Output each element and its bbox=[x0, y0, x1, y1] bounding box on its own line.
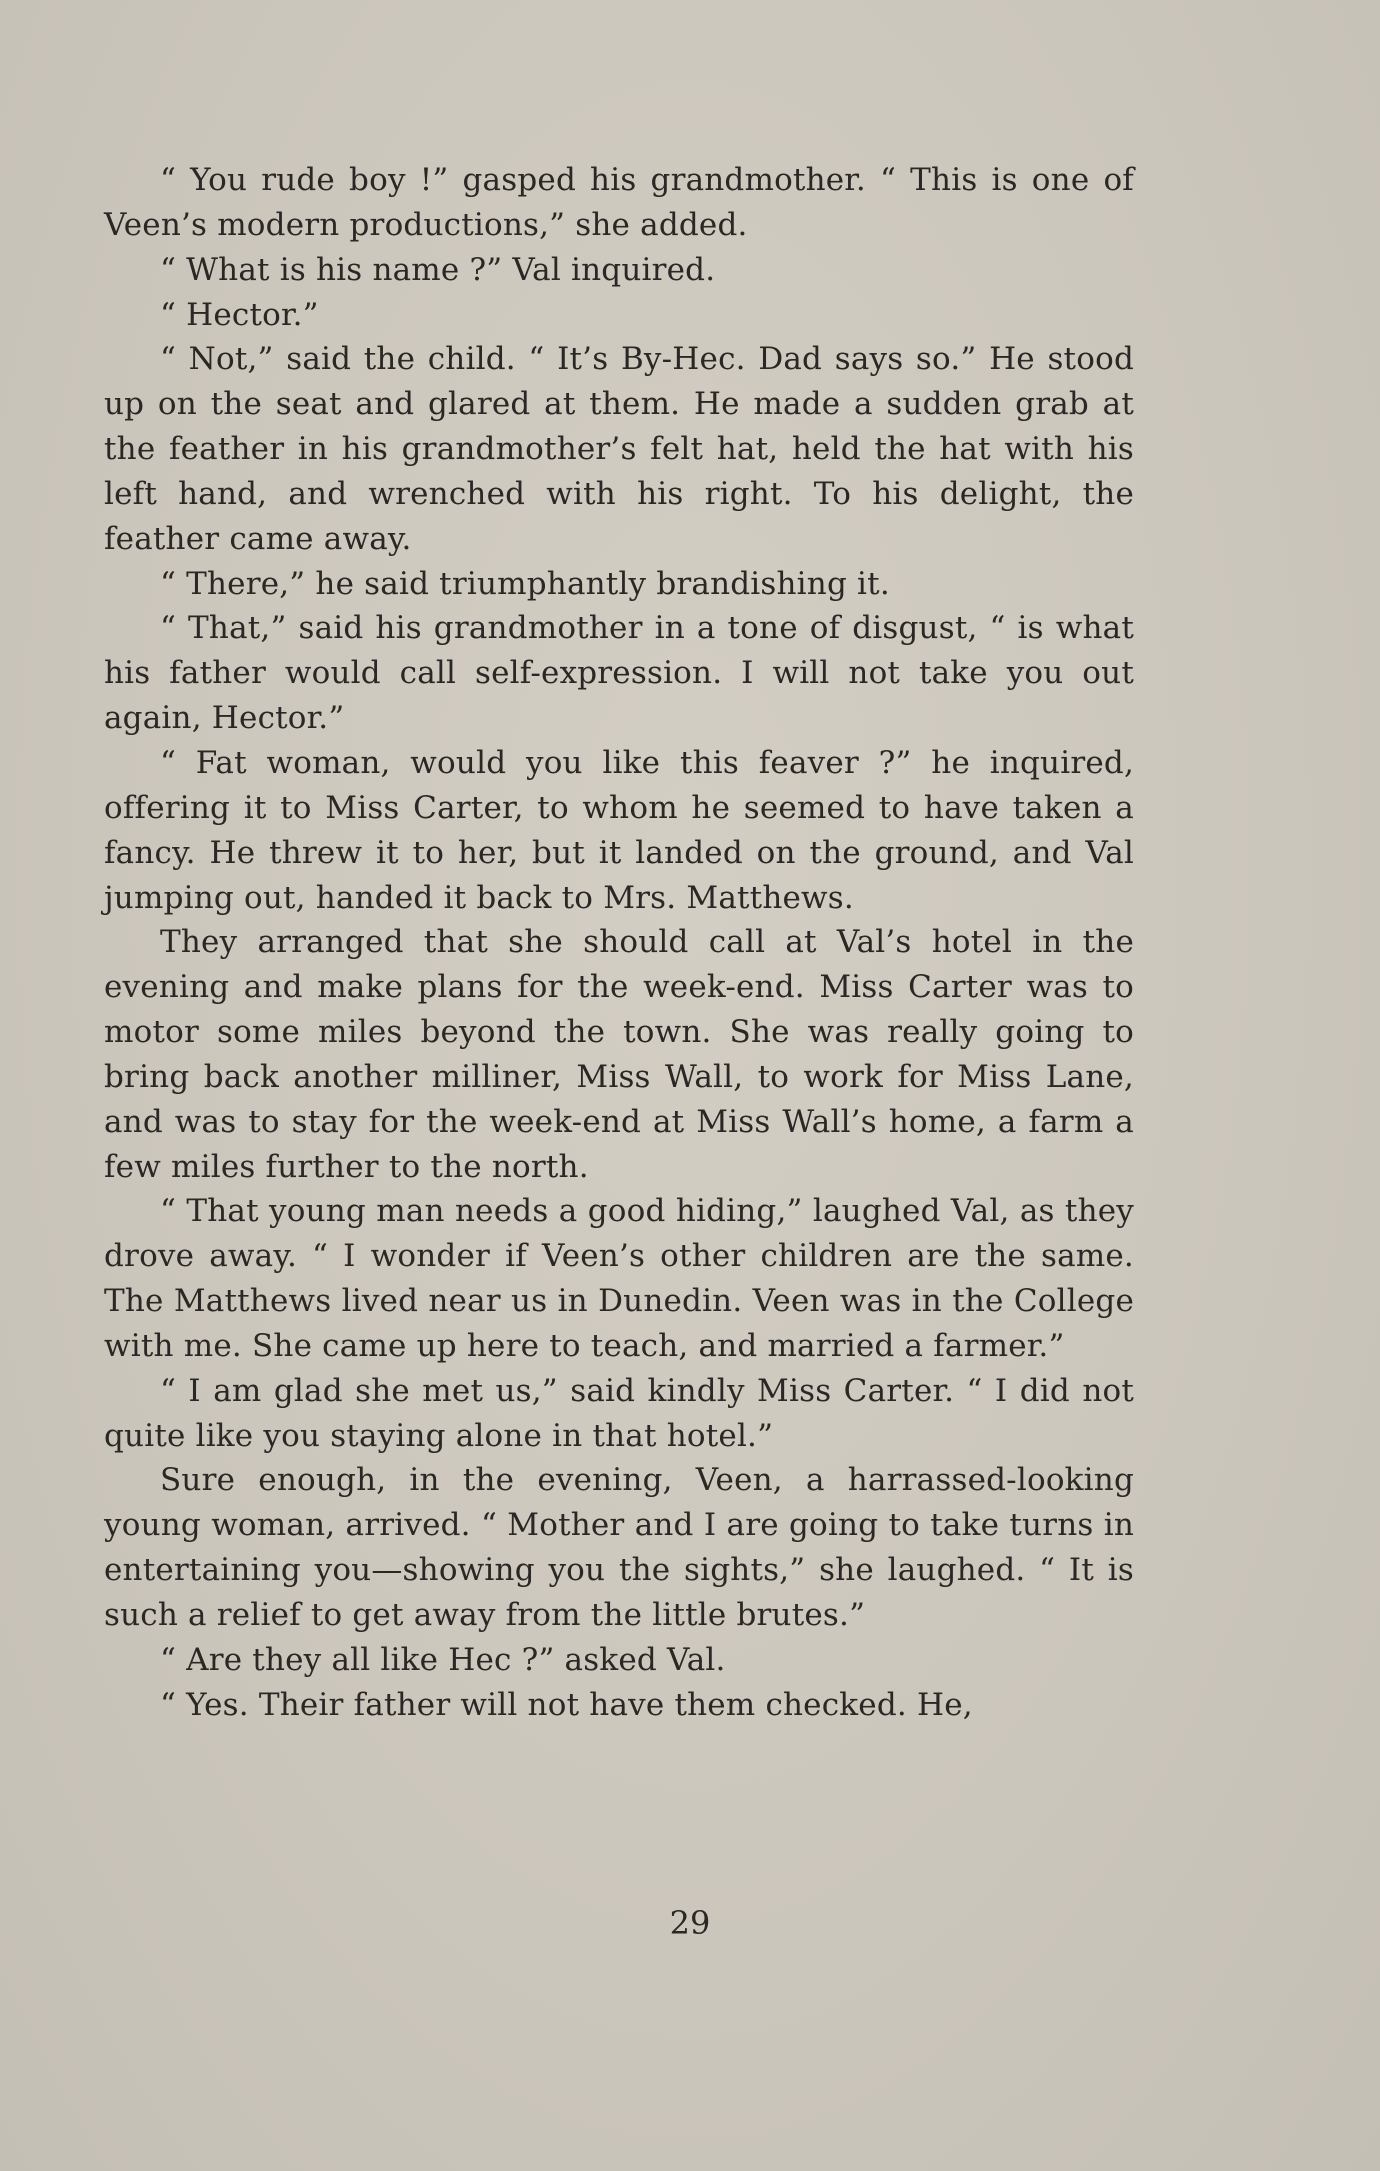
page-number: 29 bbox=[669, 1904, 711, 1942]
paragraph: “ Yes. Their father will not have them checked. He, bbox=[160, 1686, 973, 1723]
paragraph: “ I am glad she met us,” said kindly Miss Carter. “ I did not quite like you staying alone in that hotel.” bbox=[104, 1372, 1134, 1454]
paragraph: “ Hector.” bbox=[160, 296, 319, 333]
paragraph: “ Fat woman, would you like this feaver ?” he inquired, offering it to Miss Carter, to whom he seemed to have taken a fancy. He threw it to her, but it landed on the ground, and Val jumping out, handed it back to Mrs. Matthews. bbox=[104, 744, 1134, 916]
paragraph: “ What is his name ?” Val inquired. bbox=[160, 251, 716, 288]
paragraph: “ That young man needs a good hiding,” laughed Val, as they drove away. “ I wonder if Veen’s other children are the same. The Matthews lived near us in Dunedin. Veen was in the College with me. She came up here to teach, and married a farmer.” bbox=[104, 1193, 1134, 1364]
paragraph: “ That,” said his grandmother in a tone of disgust, “ is what his father would call self-expression. I will not take you out again, Hector.” bbox=[104, 610, 1134, 737]
paragraph: “ Are they all like Hec ?” asked Val. bbox=[160, 1641, 726, 1678]
paragraph: “ Not,” said the child. “ It’s By-Hec. Dad says so.” He stood up on the seat and glared at them. He made a sudden grab at the feather in his grandmother’s felt hat, held the hat with his left hand, and wrenched with his right. To his delight, the feather came away. bbox=[104, 341, 1134, 557]
paragraph: “ There,” he said triumphantly brandishing it. bbox=[160, 565, 890, 602]
paragraph: They arranged that she should call at Val’s hotel in the evening and make plans for the week-end. Miss Carter was to motor some miles beyond the town. She was really going to bring back another milliner, Miss Wall, to work for Miss Lane, and was to stay for the week-end at Miss Wall’s home, a farm a few miles further to the north. bbox=[104, 924, 1134, 1185]
paragraph: “ You rude boy !” gasped his grandmother. “ This is one of Veen’s modern productions,” she added. bbox=[104, 162, 1134, 243]
paragraph: Sure enough, in the evening, Veen, a harrassed-looking young woman, arrived. “ Mother and I are going to take turns in entertaining you—showing you the sights,” she laughed. “ It is such a relief to get away from the little brutes.” bbox=[104, 1462, 1134, 1633]
body-text bbox=[104, 158, 1134, 1728]
